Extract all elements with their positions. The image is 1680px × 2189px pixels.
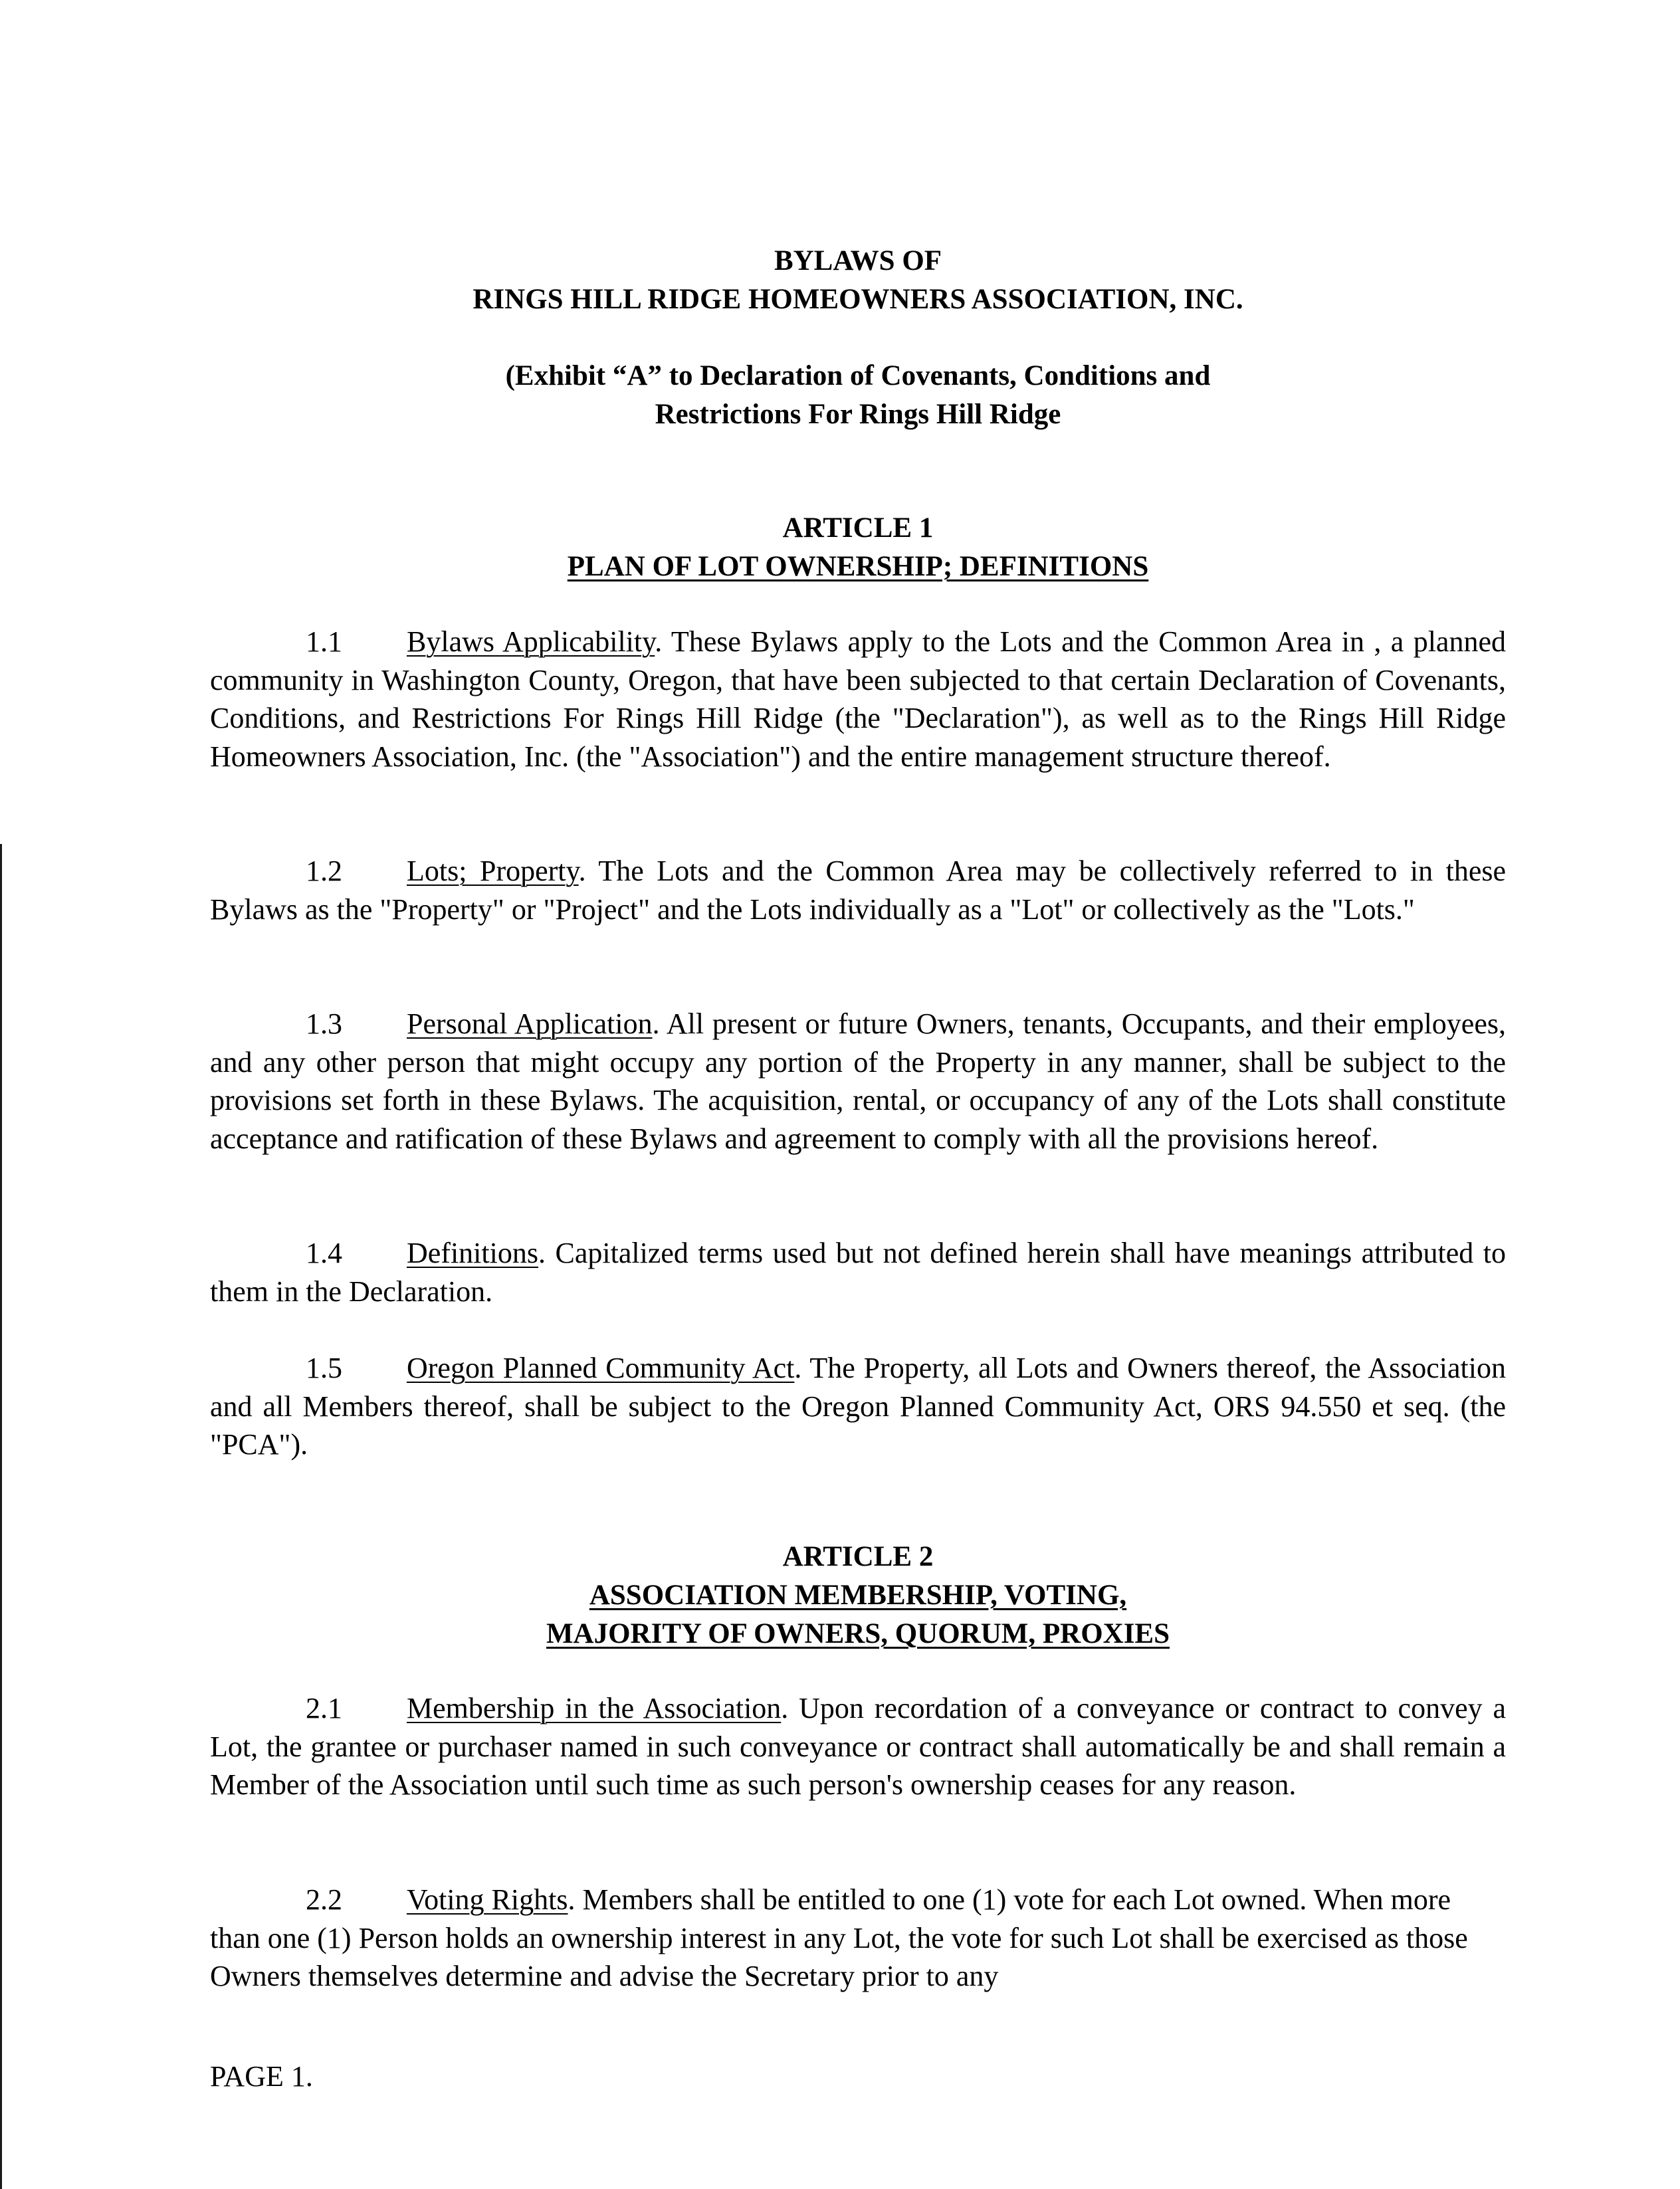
section-text: . The Property, all Lots and Owners thereof, the Association and all Members thereof, shall be subject to the Oregon Planned Community Act, ORS 94.550 et seq. (the "PCA"). xyxy=(210,1352,1506,1461)
section-text: . Members shall be entitled to one (1) vote for each Lot owned. When more than one (1) Person holds an ownership interest in any Lot, the vote for such Lot shall be exercised as those Owners themselves determine and advise the Secretary prior to any xyxy=(210,1883,1468,1992)
article-1-title: PLAN OF LOT OWNERSHIP; DEFINITIONS xyxy=(567,551,1149,582)
section-2-2 xyxy=(210,1881,1506,1996)
document-title xyxy=(210,242,1506,319)
page-number-footer: PAGE 1. xyxy=(210,2060,313,2093)
section-text: . All present or future Owners, tenants, Occupants, and their employees, and any other person that might occupy any portion of the Property in any manner, shall be subject to the provisions set forth in these Bylaws. The acquisition, rental, or occupancy of any of the Lots shall constitute acceptance and ratification of these Bylaws and agreement to comply with all the provisions hereof. xyxy=(210,1007,1506,1155)
article-2-number: ARTICLE 2 xyxy=(782,1541,934,1572)
section-heading: Voting Rights xyxy=(407,1883,568,1916)
section-2-1 xyxy=(210,1689,1506,1804)
section-heading: Personal Application xyxy=(407,1007,653,1040)
section-1-3 xyxy=(210,1005,1506,1158)
section-number: 1.4 xyxy=(306,1237,342,1269)
exhibit-caption-line-1: (Exhibit “A” to Declaration of Covenants, Conditions and xyxy=(505,360,1211,391)
article-2-title-line-1: ASSOCIATION MEMBERSHIP, VOTING, xyxy=(589,1580,1127,1611)
section-heading: Membership in the Association xyxy=(407,1692,782,1724)
section-number: 1.3 xyxy=(306,1007,342,1040)
section-text: . The Lots and the Common Area may be collectively referred to in these Bylaws as the "Property" or "Project" and the Lots individually as a "Lot" or collectively as the "Lots." xyxy=(210,855,1506,926)
section-number: 1.2 xyxy=(306,855,342,887)
section-number: 1.5 xyxy=(306,1352,342,1384)
section-1-1 xyxy=(210,623,1506,776)
article-1-heading xyxy=(210,509,1506,586)
section-number: 2.1 xyxy=(306,1692,342,1724)
article-2-heading xyxy=(210,1538,1506,1653)
section-text: . These Bylaws apply to the Lots and the Common Area in , a planned community in Washington County, Oregon, that have been subjected to that certain Declaration of Covenants, Conditions, and Restrictions For Rings Hill Ridge (the "Declaration"), as well as to the Rings Hill Ridge Homeowners Association, Inc. (the "Association") and the entire management structure thereof. xyxy=(210,625,1506,773)
section-number: 2.2 xyxy=(306,1883,342,1916)
section-1-5 xyxy=(210,1349,1506,1464)
section-1-4 xyxy=(210,1234,1506,1310)
exhibit-caption-line-2: Restrictions For Rings Hill Ridge xyxy=(655,399,1061,430)
section-number: 1.1 xyxy=(306,625,342,658)
section-text: . Upon recordation of a conveyance or contract to convey a Lot, the grantee or purchaser named in such conveyance or contract shall automatically be and shall remain a Member of the Association until such time as such person's ownership ceases for any reason. xyxy=(210,1692,1506,1801)
section-heading: Bylaws Applicability xyxy=(407,625,655,658)
section-heading: Oregon Planned Community Act xyxy=(407,1352,795,1384)
document-title-line-2: RINGS HILL RIDGE HOMEOWNERS ASSOCIATION, INC. xyxy=(472,284,1243,315)
article-1-number: ARTICLE 1 xyxy=(782,512,934,544)
scan-edge-line xyxy=(0,844,2,2189)
section-1-2 xyxy=(210,852,1506,928)
document-title-line-1: BYLAWS OF xyxy=(774,245,942,276)
section-heading: Definitions xyxy=(407,1237,538,1269)
article-2-title-line-2: MAJORITY OF OWNERS, QUORUM, PROXIES xyxy=(546,1618,1170,1649)
section-heading: Lots; Property xyxy=(407,855,579,887)
exhibit-caption xyxy=(210,357,1506,434)
section-text: . Capitalized terms used but not defined herein shall have meanings attributed to them in the Declaration. xyxy=(210,1237,1506,1308)
